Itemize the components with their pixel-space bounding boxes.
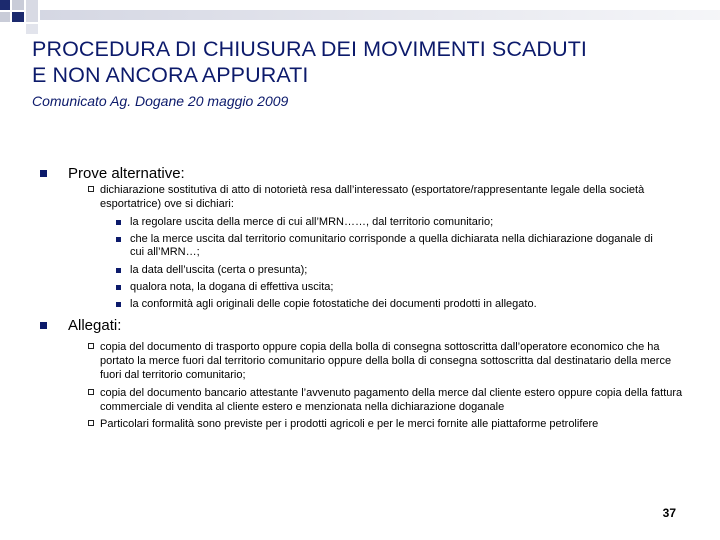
- sub-list-item-text: la regolare uscita della merce di cui all’MRN……, dal territorio comunitario;: [130, 216, 494, 228]
- bullet-square-icon: [116, 268, 121, 273]
- sub-list-item-text: la data dell’uscita (certa o presunta);: [130, 264, 308, 276]
- bullet-hollow-square-icon: [88, 343, 94, 349]
- sub-list-item-text: che la merce uscita dal territorio comunitario corrisponde a quella dichiarata nella dichiarazione doganale di cui all’MRN…;: [130, 233, 653, 258]
- section-prove-alternative: [68, 165, 185, 182]
- list-item: [100, 183, 685, 211]
- list-item: [100, 386, 685, 414]
- sub-list-item: [130, 233, 660, 259]
- bullet-square-icon: [116, 302, 121, 307]
- bullet-hollow-square-icon: [88, 420, 94, 426]
- slide-subtitle: Comunicato Ag. Dogane 20 maggio 2009: [32, 93, 289, 109]
- list-item: [100, 417, 685, 431]
- section-heading: Prove alternative:: [68, 165, 185, 182]
- list-item-text: copia del documento di trasporto oppure copia della bolla di consegna sottoscritta dall’operatore economico che ha portato la merce fuori dal territorio comunitario oppure della bolla di consegna sottoscritta dal destinatario della merce fuori dal territorio comunitario;: [100, 341, 672, 381]
- title-line-1: PROCEDURA DI CHIUSURA DEI MOVIMENTI SCADUTI: [32, 37, 587, 61]
- list-item: [100, 340, 685, 382]
- bullet-hollow-square-icon: [88, 186, 94, 192]
- sub-list-item: [130, 298, 660, 311]
- bullet-hollow-square-icon: [88, 389, 94, 395]
- list-item-text: Particolari formalità sono previste per i prodotti agricoli e per le merci fornite alle piattaforme petrolifere: [100, 418, 599, 430]
- page-number: 37: [662, 506, 676, 520]
- bullet-square-icon: [40, 170, 47, 177]
- section-heading: Allegati:: [68, 317, 122, 334]
- section-allegati: [68, 317, 121, 334]
- sub-list-item-text: la conformità agli originali delle copie fotostatiche dei documenti prodotti in allegato.: [130, 298, 537, 310]
- list-item-text: dichiarazione sostitutiva di atto di notorietà resa dall’interessato (esportatore/rappresentante legale della società esportatrice) ove si dichiari:: [100, 184, 645, 210]
- sub-list-item: [130, 281, 660, 294]
- header-decoration: [0, 0, 720, 36]
- title-line-2: E NON ANCORA APPURATI: [32, 63, 309, 87]
- slide-title: [32, 36, 587, 88]
- list-item-text: copia del documento bancario attestante l’avvenuto pagamento della merce dal cliente estero oppure copia della fattura commerciale di vendita al cliente estero e menzionata nella dichiarazione doganale: [100, 387, 683, 413]
- sub-list-item: [130, 264, 660, 277]
- bullet-square-icon: [116, 285, 121, 290]
- sub-list-item-text: qualora nota, la dogana di effettiva uscita;: [130, 281, 334, 293]
- bullet-square-icon: [40, 322, 47, 329]
- sub-list-item: [130, 216, 660, 229]
- bullet-square-icon: [116, 220, 121, 225]
- bullet-square-icon: [116, 237, 121, 242]
